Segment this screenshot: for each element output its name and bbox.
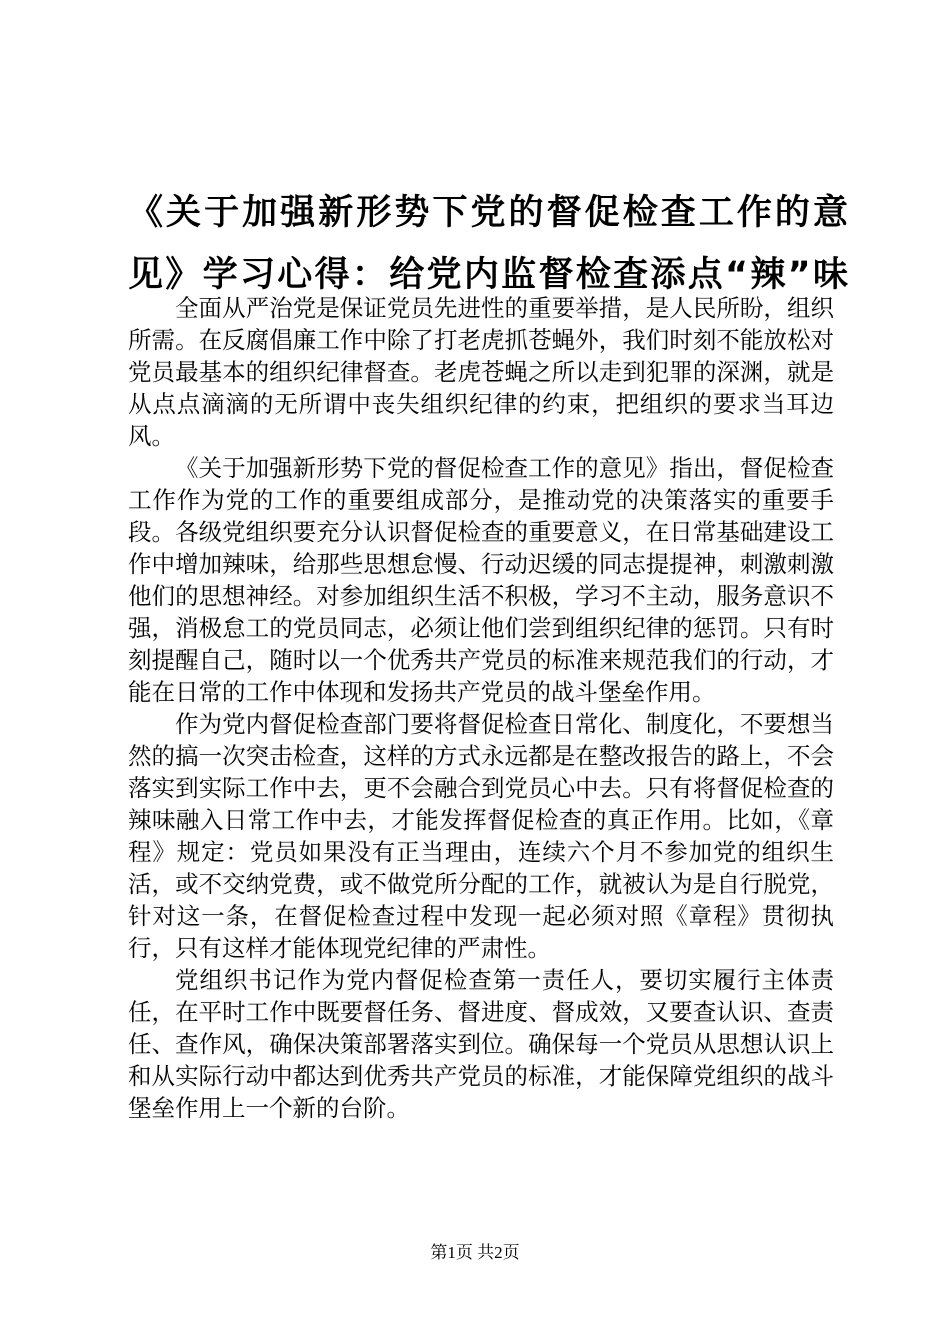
paragraph-4: 党组织书记作为党内督促检查第一责任人，要切实履行主体责任，在平时工作中既要督任务、督进度、督成效，又要查认识、查责任、查作风，确保决策部署落实到位。确保每一个党员从思想认识上和从实际行动中都达到优秀共产党员的标准，才能保障党组织的战斗堡垒作用上一个新的台阶。 [128,966,834,1122]
paragraph-3: 作为党内督促检查部门要将督促检查日常化、制度化，不要想当然的搞一次突击检查，这样的方式永远都是在整改报告的路上，不会落实到实际工作中去，更不会融合到党员心中去。只有将督促检查的辣味融入日常工作中去，才能发挥督促检查的真正作用。比如，《章程》规定：党员如果没有正当理由，连续六个月不参加党的组织生活，或不交纳党费，或不做党所分配的工作，就被认为是自行脱党，针对这一条，在督促检查过程中发现一起必须对照《章程》贯彻执行，只有这样才能体现党纪律的严肃性。 [128,710,834,962]
paragraph-1: 全面从严治党是保证党员先进性的重要举措，是人民所盼，组织所需。在反腐倡廉工作中除了打老虎抓苍蝇外，我们时刻不能放松对党员最基本的组织纪律督查。老虎苍蝇之所以走到犯罪的深渊，就是从点点滴滴的无所谓中丧失组织纪律的约束，把组织的要求当耳边风。 [128,294,834,450]
title-line-1: 《关于加强新形势下党的督促检查工作的意 [128,193,848,233]
paragraph-2: 《关于加强新形势下党的督促检查工作的意见》指出，督促检查工作作为党的工作的重要组成部分，是推动党的决策落实的重要手段。各级党组织要充分认识督促检查的重要意义，在日常基础建设工作中增加辣味，给那些思想怠慢、行动迟缓的同志提提神，刺激刺激他们的思想神经。对参加组织生活不积极，学习不主动，服务意识不强，消极怠工的党员同志，必须让他们尝到组织纪律的惩罚。只有时刻提醒自己，随时以一个优秀共产党员的标准来规范我们的行动，才能在日常的工作中体现和发扬共产党员的战斗堡垒作用。 [128,454,834,706]
page-footer: 第1页 共2页 [430,1243,520,1262]
title-line-2: 见》学习心得：给党内监督检查添点“辣”味 [128,255,848,295]
document-title [128,182,848,306]
document-body [128,292,834,1124]
